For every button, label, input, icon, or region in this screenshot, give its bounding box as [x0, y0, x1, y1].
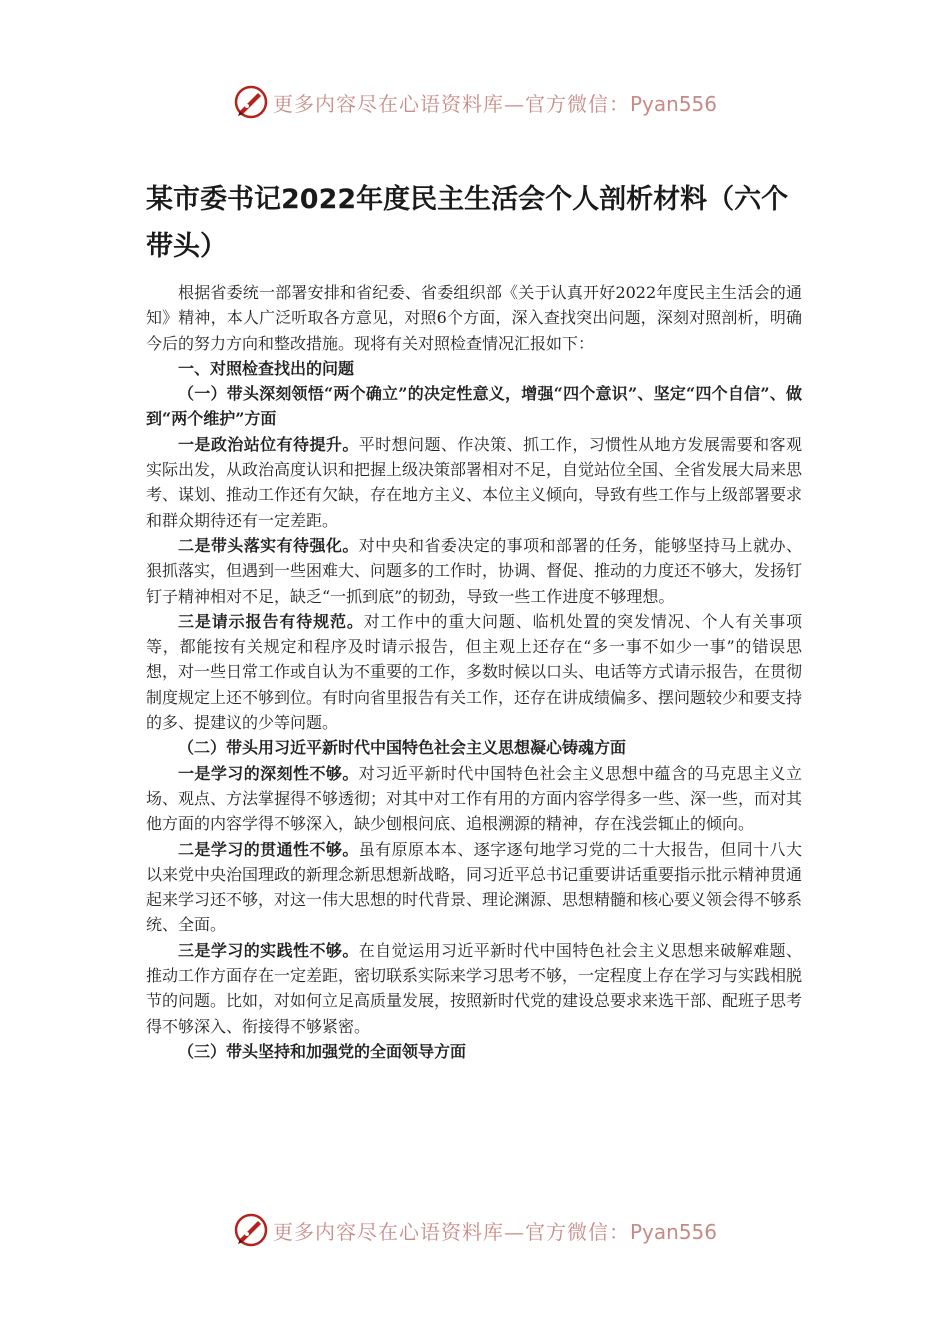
paragraph-lead: 一是政治站位有待提升。: [178, 434, 359, 454]
intro-paragraph: 根据省委统一部署安排和省纪委、省委组织部《关于认真开好2022年度民主生活会的通知》精神，本人广泛听取各方意见，对照6个方面，深入查找突出问题，深刻对照剖析，明确今后的努力方向和整改措施。现将有关对照检查情况汇报如下：: [146, 283, 802, 353]
paragraph-lead: 三是请示报告有待规范。: [178, 611, 364, 631]
subsection-heading: （二）带头用习近平新时代中国特色社会主义思想凝心铸魂方面: [178, 738, 627, 758]
pen-logo-icon: [233, 84, 269, 120]
paragraph-lead: 一是学习的深刻性不够。: [178, 763, 359, 783]
banner-text: 更多内容尽在心语资料库—官方微信：Pyan556: [272, 1219, 717, 1244]
paragraph: 三是请示报告有待规范。对工作中的重大问题、临机处置的突发情况、个人有关事项等，都能按有关规定和程序及时请示报告，但主观上还存在“多一事不如少一事”的错误思想，对一些日常工作或自认为不重要的工作，多数时候以口头、电话等方式请示报告，在贯彻制度规定上还不够到位。有时向省里报告有关工作，还存在讲成绩偏多、摆问题较少和要支持的多、提建议的少等问题。: [146, 611, 803, 733]
paragraph: 二是学习的贯通性不够。虽有原原本本、逐字逐句地学习党的二十大报告，但同十八大以来党中央治国理政的新理念新思想新战略，同习近平总书记重要讲话重要指示批示精神贯通起来学习还不够，对这一伟大思想的时代背景、理论渊源、思想精髓和核心要义领会得不够系统、全面。: [146, 839, 803, 935]
footer-banner: [0, 1208, 950, 1252]
section-heading: 一、对照检查找出的问题: [178, 358, 355, 378]
paragraph-lead: 三是学习的实践性不够。: [178, 940, 359, 960]
paragraph: 一是学习的深刻性不够。对习近平新时代中国特色社会主义思想中蕴含的马克思主义立场、观点、方法掌握得不够透彻；对其中对工作有用的方面内容学得多一些、深一些，而对其他方面的内容学得不够深入，缺少刨根问底、追根溯源的精神，存在浅尝辄止的倾向。: [146, 763, 803, 834]
banner-text: 更多内容尽在心语资料库—官方微信：Pyan556: [272, 91, 717, 116]
subsection-heading: （三）带头坚持和加强党的全面领导方面: [178, 1041, 467, 1061]
document-title: 某市委书记2022年度民主生活会个人剖析材料（六个带头）: [146, 184, 789, 262]
paragraph: 一是政治站位有待提升。平时想问题、作决策、抓工作，习惯性从地方发展需要和客观实际出发，从政治高度认识和把握上级决策部署相对不足，自觉站位全国、全省发展大局来思考、谋划、推动工作还有欠缺，存在地方主义、本位主义倾向，导致有些工作与上级部署要求和群众期待还有一定差距。: [146, 434, 803, 530]
paragraph-lead: 二是带头落实有待强化。: [178, 535, 359, 555]
paragraph-lead: 二是学习的贯通性不够。: [178, 839, 359, 859]
header-banner: [0, 80, 950, 124]
paragraph: 三是学习的实践性不够。在自觉运用习近平新时代中国特色社会主义思想来破解难题、推动工作方面存在一定差距，密切联系实际来学习思考不够，一定程度上存在学习与实践相脱节的问题。比如，对如何立足高质量发展，按照新时代党的建设总要求来选干部、配班子思考得不够深入、衔接得不够紧密。: [146, 940, 803, 1036]
subsection-heading: （一）带头深刻领悟“两个确立”的决定性意义，增强“四个意识”、坚定“四个自信”、做到“两个维护”方面: [146, 384, 802, 429]
document-body: [146, 280, 802, 1064]
paragraph: 二是带头落实有待强化。对中央和省委决定的事项和部署的任务，能够坚持马上就办、狠抓落实，但遇到一些困难大、问题多的工作时，协调、督促、推动的力度还不够大，发扬钉钉子精神相对不足，缺乏“一抓到底”的韧劲，导致一些工作进度不够理想。: [146, 535, 803, 606]
pen-logo-icon: [233, 1212, 269, 1248]
